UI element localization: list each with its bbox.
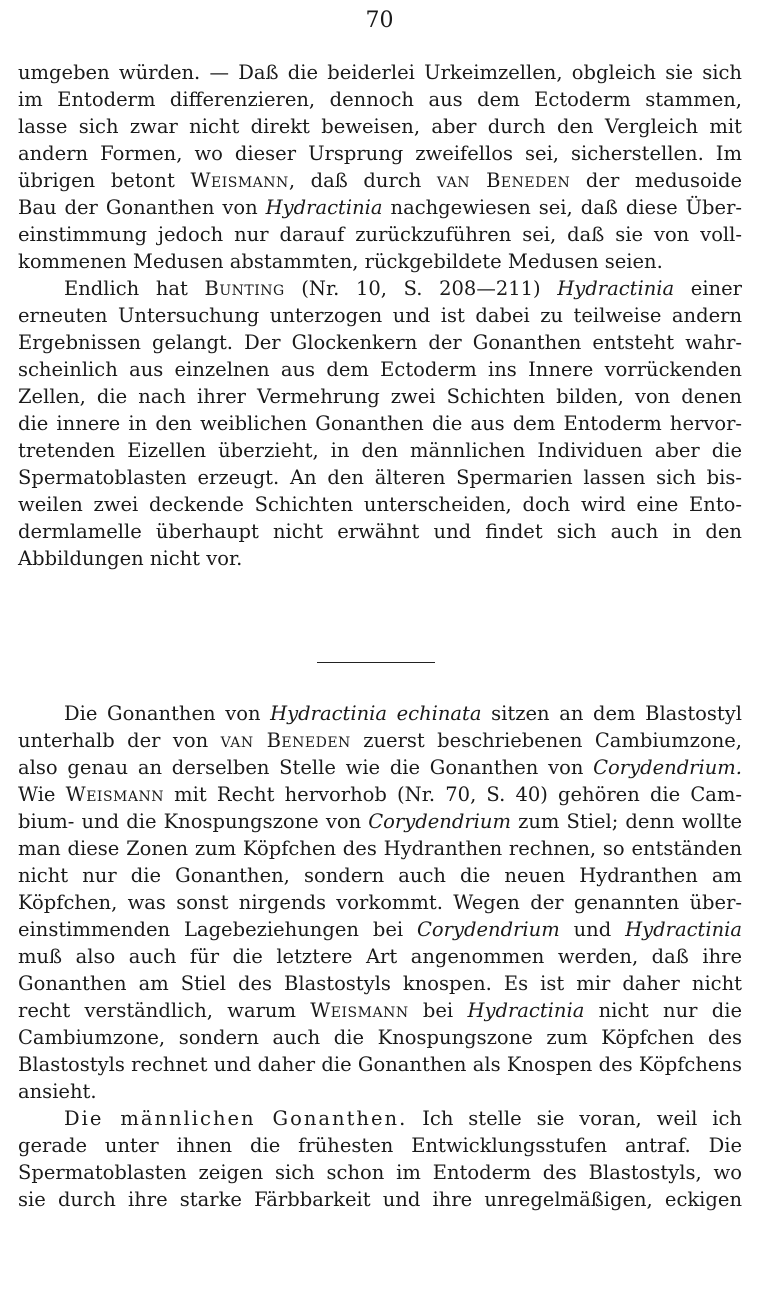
text-line	[18, 700, 742, 727]
text-line	[18, 1024, 742, 1051]
text-run: Ergebnissen gelangt. Der Glockenkern der Gonanthen entsteht wahr-	[18, 331, 742, 354]
text-run: weilen zwei deckende Schichten unterscheiden, doch wird eine Ento-	[18, 493, 742, 516]
text-line	[18, 970, 742, 997]
text-run: , daß durch	[288, 169, 437, 192]
text-line	[18, 275, 742, 302]
text-line	[18, 140, 742, 167]
text-run: Abbildungen nicht vor.	[18, 547, 243, 570]
text-line	[18, 1105, 742, 1132]
text-line	[18, 545, 742, 572]
text-line	[18, 491, 742, 518]
text-line	[18, 1051, 742, 1078]
text-run: Endlich hat	[64, 277, 205, 300]
text-line	[18, 194, 742, 221]
text-run: dermlamelle überhaupt nicht erwähnt und findet sich auch in den	[18, 520, 742, 543]
text-run: Zellen, die nach ihrer Vermehrung zwei Schichten bilden, von denen	[18, 385, 742, 408]
text-run: übrigen betont	[18, 169, 191, 192]
italic-text: Hydractinia	[467, 999, 585, 1022]
text-run: zum Stiel; denn wollte	[510, 810, 742, 833]
text-line	[18, 302, 742, 329]
text-line	[18, 889, 742, 916]
text-line	[18, 113, 742, 140]
text-run: tretenden Eizellen überzieht, in den männlichen Individuen aber die	[18, 439, 742, 462]
text-run: im Entoderm differenzieren, dennoch aus dem Ectoderm stammen,	[18, 88, 742, 111]
text-block-1	[18, 59, 742, 572]
text-run: lasse sich zwar nicht direkt beweisen, aber durch den Vergleich mit	[18, 115, 742, 138]
text-run: umgeben würden. — Daß die beiderlei Urkeimzellen, obgleich sie sich	[18, 61, 742, 84]
text-run: nicht nur die	[584, 999, 742, 1022]
text-line	[18, 943, 742, 970]
text-run: bium- und die Knospungszone von	[18, 810, 369, 833]
text-run: einstimmung jedoch nur darauf zurückzuführen sei, daß sie von voll-	[18, 223, 742, 246]
text-line	[18, 329, 742, 356]
text-line	[18, 1159, 742, 1186]
text-block-2	[18, 700, 742, 1213]
text-line	[18, 1132, 742, 1159]
text-run: sie durch ihre starke Färbbarkeit und ihre unregelmäßigen, eckigen	[18, 1188, 742, 1211]
text-line	[18, 1078, 742, 1105]
text-line	[18, 410, 742, 437]
section-divider	[317, 662, 435, 663]
text-run: Wie	[18, 783, 66, 806]
page-number: 70	[365, 8, 394, 33]
italic-text: Hydractinia	[557, 277, 675, 300]
text-line	[18, 808, 742, 835]
text-run: Ich stelle sie voran, weil ich	[407, 1107, 742, 1130]
text-run: einstimmenden Lagebeziehungen bei	[18, 918, 418, 941]
text-line	[18, 248, 742, 275]
text-run: und	[559, 918, 626, 941]
italic-text: Hydractinia	[265, 196, 383, 219]
text-run: Blastostyls rechnet und daher die Gonanthen als Knospen des Köpfchens	[18, 1053, 742, 1076]
author-name: Weismann	[310, 999, 409, 1022]
text-run: recht verständlich, warum	[18, 999, 311, 1022]
text-line	[18, 464, 742, 491]
italic-text: Corydendrium	[368, 810, 511, 833]
text-run: muß also auch für die letztere Art angenommen werden, daß ihre	[18, 945, 742, 968]
text-run: Köpfchen, was sonst nirgends vorkommt. Wegen der genannten über-	[18, 891, 742, 914]
text-run: erneuten Untersuchung unterzogen und ist dabei zu teilweise andern	[18, 304, 742, 327]
text-line	[18, 1186, 742, 1213]
text-line	[18, 862, 742, 889]
text-line	[18, 167, 742, 194]
text-line	[18, 437, 742, 464]
text-run: Spermatoblasten zeigen sich schon im Entoderm des Blastostyls, wo	[18, 1161, 742, 1184]
text-line	[18, 781, 742, 808]
text-line	[18, 997, 742, 1024]
author-name: van Beneden	[220, 729, 351, 752]
text-run: Die Gonanthen von	[64, 702, 271, 725]
text-run: der medusoide	[570, 169, 742, 192]
text-run: zuerst beschriebenen Cambiumzone,	[350, 729, 742, 752]
text-line	[18, 916, 742, 943]
text-line	[18, 221, 742, 248]
text-line	[18, 835, 742, 862]
author-name: Bunting	[204, 277, 285, 300]
text-run: die innere in den weiblichen Gonanthen die aus dem Entoderm hervor-	[18, 412, 742, 435]
text-run: einer	[674, 277, 742, 300]
text-run: Gonanthen am Stiel des Blastostyls knospen. Es ist mir daher nicht	[18, 972, 742, 995]
text-line	[18, 383, 742, 410]
text-run: unterhalb der von	[18, 729, 221, 752]
text-run: sitzen an dem Blastostyl	[481, 702, 742, 725]
text-run: man diese Zonen zum Köpfchen des Hydranthen rechnen, so entständen	[18, 837, 742, 860]
text-run: nicht nur die Gonanthen, sondern auch die neuen Hydranthen am	[18, 864, 742, 887]
italic-text: Hydractinia echinata	[270, 702, 482, 725]
text-run: ansieht.	[18, 1080, 97, 1103]
text-line	[18, 754, 742, 781]
spaced-heading: Die männlichen Gonanthen.	[64, 1107, 408, 1130]
text-line	[18, 86, 742, 113]
text-run: gerade unter ihnen die frühesten Entwicklungsstufen antraf. Die	[18, 1134, 742, 1157]
text-run: (Nr. 10, S. 208—211)	[284, 277, 558, 300]
text-run: Bau der Gonanthen von	[18, 196, 266, 219]
author-name: van Beneden	[436, 169, 571, 192]
text-line	[18, 59, 742, 86]
italic-text: Hydractinia	[625, 918, 742, 941]
author-name: Weismann	[65, 783, 164, 806]
text-line	[18, 356, 742, 383]
text-run: Spermatoblasten erzeugt. An den älteren Spermarien lassen sich bis-	[18, 466, 742, 489]
italic-text: Corydendrium	[417, 918, 560, 941]
italic-text: Corydendrium.	[593, 756, 742, 779]
text-run: bei	[408, 999, 468, 1022]
author-name: Weismann	[190, 169, 289, 192]
text-run: mit Recht hervorhob (Nr. 70, S. 40) gehören die Cam-	[164, 783, 742, 806]
text-line	[18, 518, 742, 545]
text-run: scheinlich aus einzelnen aus dem Ectoderm ins Innere vorrückenden	[18, 358, 742, 381]
text-run: nachgewiesen sei, daß diese Über-	[382, 196, 742, 219]
text-run: also genau an derselben Stelle wie die Gonanthen von	[18, 756, 594, 779]
text-line	[18, 727, 742, 754]
text-run: Cambiumzone, sondern auch die Knospungszone zum Köpfchen des	[18, 1026, 742, 1049]
text-run: andern Formen, wo dieser Ursprung zweifellos sei, sicherstellen. Im	[18, 142, 742, 165]
text-run: kommenen Medusen abstammten, rückgebildete Medusen seien.	[18, 250, 663, 273]
